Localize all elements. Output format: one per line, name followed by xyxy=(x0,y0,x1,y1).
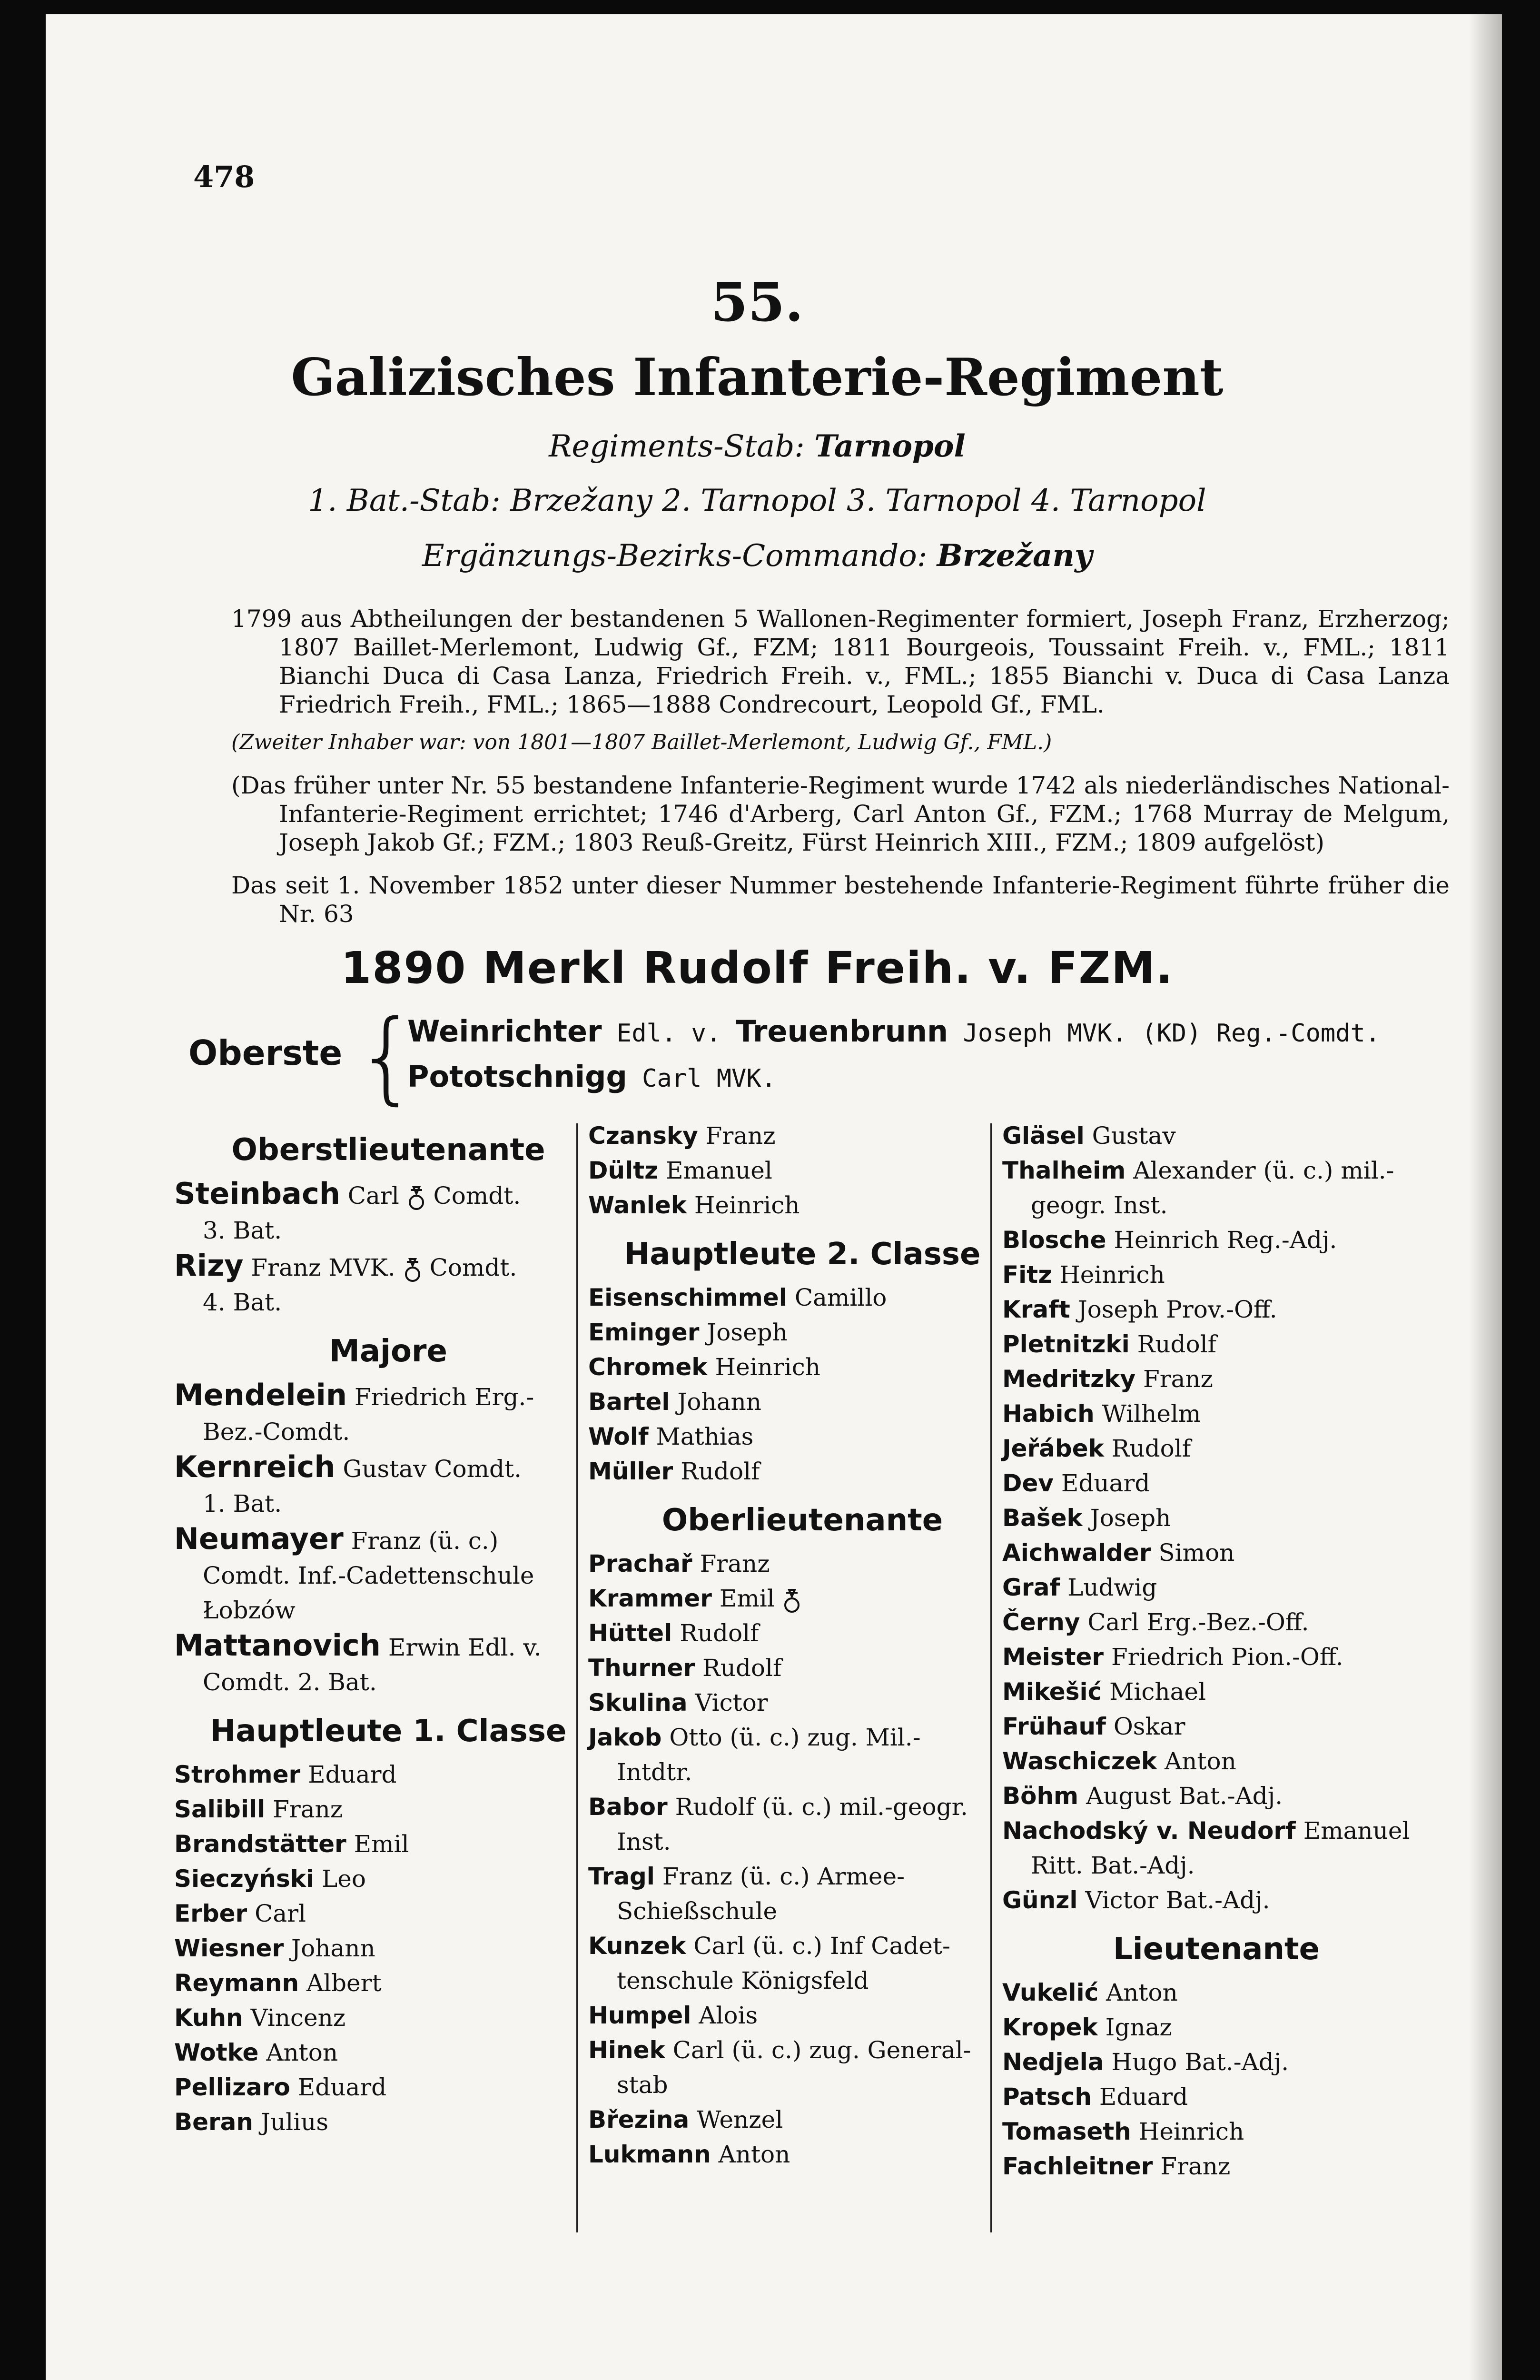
roster-entry xyxy=(1002,1640,1431,1675)
officer-details: Vincenz xyxy=(250,2004,346,2032)
roster-column-1 xyxy=(174,1119,602,2140)
officer-name: Kuhn xyxy=(174,2004,243,2032)
officer-name: Černy xyxy=(1002,1608,1080,1636)
officer-name: Kropek xyxy=(1002,2013,1098,2041)
roster-entry xyxy=(1002,2149,1431,2184)
officer-details: Carl (ü. c.) zug. General- xyxy=(672,2036,971,2064)
officer-name: Lukmann xyxy=(588,2141,711,2168)
military-cross-icon xyxy=(782,1587,801,1614)
roster-entry xyxy=(1002,1501,1431,1536)
roster-entry xyxy=(1002,1362,1431,1397)
officer-name: Steinbach xyxy=(174,1176,340,1211)
officer-name: Blosche xyxy=(1002,1226,1106,1254)
officer-name: Kernreich xyxy=(174,1449,336,1484)
oberst-entry xyxy=(407,1014,1380,1049)
officer-name: Wanlek xyxy=(588,1191,687,1219)
erg-command-line xyxy=(46,538,1469,574)
officer-details: Erwin Edl. v. xyxy=(388,1634,542,1661)
officer-name: Humpel xyxy=(588,2002,691,2029)
roster-entry xyxy=(1002,1975,1431,2010)
officer-name: Graf xyxy=(1002,1574,1060,1601)
roster-entry xyxy=(174,2001,602,2035)
roster-entry xyxy=(1002,1570,1431,1605)
officer-name: Tomaseth xyxy=(1002,2118,1131,2145)
section-heading-hauptleute-2: Hauptleute 2. Classe xyxy=(624,1237,981,1272)
roster-entry xyxy=(1002,1258,1431,1292)
officer-details: Victor xyxy=(695,1689,768,1716)
officer-name: Babor xyxy=(588,1793,668,1821)
officer-details: Friedrich Pion.-Off. xyxy=(1111,1643,1343,1671)
roster-entry xyxy=(1002,1119,1431,1153)
officer-name: Rizy xyxy=(174,1248,244,1283)
officer-name: Thalheim xyxy=(1002,1157,1126,1184)
officer-name: Reymann xyxy=(174,1969,299,1997)
roster-entry xyxy=(174,1628,602,1700)
oberst-entry xyxy=(407,1059,776,1094)
roster-entry xyxy=(174,1378,602,1449)
roster-entry xyxy=(1002,1814,1431,1883)
officer-details: Emanuel xyxy=(666,1157,772,1184)
officer-details: Eduard xyxy=(297,2073,387,2101)
roster-entry xyxy=(588,1153,1017,1188)
officer-name: Salibill xyxy=(174,1795,266,1823)
officer-role: Comdt. xyxy=(433,1182,521,1210)
officer-details: Franz (ü. c.) Armee- xyxy=(662,1863,905,1890)
section-heading-hauptleute-1: Hauptleute 1. Classe xyxy=(210,1714,567,1749)
officer-name: Bašek xyxy=(1002,1504,1083,1532)
officer-name: Gläsel xyxy=(1002,1122,1085,1150)
officer-name: Wiesner xyxy=(174,1934,284,1962)
roster-entry xyxy=(588,1929,1017,1998)
officer-name: Aichwalder xyxy=(1002,1539,1151,1567)
officer-name: Skulina xyxy=(588,1689,688,1716)
officer-details: Friedrich Erg.- xyxy=(354,1383,534,1411)
roster-entry xyxy=(588,1686,1017,1720)
roster-entry xyxy=(588,1350,1017,1385)
officer-details: Anton xyxy=(1165,1747,1236,1775)
officer-name: Chromek xyxy=(588,1353,708,1381)
brace-symbol: { xyxy=(355,998,419,1115)
officer-name: Fitz xyxy=(1002,1261,1052,1289)
officer-details-continued: Intdtr. xyxy=(617,1758,692,1786)
roster-entry xyxy=(1002,1605,1431,1640)
roster-column-2 xyxy=(588,1119,1017,2172)
roster-entry xyxy=(588,1998,1017,2033)
officer-details: Franz (ü. c.) xyxy=(351,1527,499,1555)
officer-details-continued: Inst. xyxy=(617,1828,671,1855)
officer-details: Alexander (ü. c.) mil.- xyxy=(1133,1157,1394,1184)
officer-name: Pellizaro xyxy=(174,2073,290,2101)
officer-details: Michael xyxy=(1109,1678,1206,1706)
officer-name: Jakob xyxy=(588,1724,662,1751)
officer-details: Julius xyxy=(260,2108,329,2136)
officer-details-continued: Bez.-Comdt. xyxy=(203,1418,350,1446)
officer-details: Johann xyxy=(677,1388,761,1416)
roster-entry xyxy=(174,1521,602,1628)
officer-name: Brandstätter xyxy=(174,1830,346,1858)
roster-entry xyxy=(588,1720,1017,1790)
roster-entry xyxy=(1002,2080,1431,2114)
officer-details: Emil xyxy=(354,1830,409,1858)
second-owner-note: (Zweiter Inhaber war: von 1801—1807 Baillet-Merlemont, Ludwig Gf., FML.) xyxy=(231,730,1052,754)
roster-entry xyxy=(588,1454,1017,1489)
roster-entry xyxy=(1002,2010,1431,2045)
roster-entry xyxy=(174,1757,602,1792)
officer-name: Pletnitzki xyxy=(1002,1330,1130,1358)
roster-entry xyxy=(588,1859,1017,1929)
officer-name: Eminger xyxy=(588,1319,700,1346)
roster-entry xyxy=(1002,1397,1431,1431)
oberst-details: Carl MVK. xyxy=(642,1064,776,1093)
officer-details: Alois xyxy=(699,2002,758,2029)
military-cross-icon xyxy=(407,1184,426,1211)
roster-entry xyxy=(174,1449,602,1521)
officer-details: Carl xyxy=(347,1182,399,1210)
officer-details: Emil xyxy=(719,1585,775,1612)
officer-details: Otto (ü. c.) zug. Mil.- xyxy=(669,1724,921,1751)
officer-details: Franz xyxy=(700,1550,770,1577)
officer-name: Kraft xyxy=(1002,1296,1070,1323)
officer-name: Beran xyxy=(174,2108,254,2136)
roster-entry xyxy=(588,1616,1017,1651)
officer-details-continued: 4. Bat. xyxy=(203,1289,282,1316)
officer-name: Habich xyxy=(1002,1400,1095,1428)
officer-name: Patsch xyxy=(1002,2083,1092,2111)
officer-name: Kunzek xyxy=(588,1932,686,1960)
officer-name: Dev xyxy=(1002,1469,1054,1497)
roster-entry xyxy=(588,1651,1017,1686)
roster-entry xyxy=(174,1248,602,1320)
officer-details: Wilhelm xyxy=(1102,1400,1201,1428)
officer-details: Johann xyxy=(291,1934,375,1962)
officer-details: Rudolf xyxy=(1111,1435,1191,1462)
page-number: 478 xyxy=(193,159,255,194)
officer-details: Eduard xyxy=(1099,2083,1188,2111)
officer-details: Hugo Bat.-Adj. xyxy=(1111,2048,1289,2076)
document-page xyxy=(46,14,1502,2380)
oberst-name: Pototschnigg xyxy=(407,1059,627,1094)
regiment-number: 55. xyxy=(711,271,804,334)
roster-entry xyxy=(588,1547,1017,1581)
officer-details: Rudolf xyxy=(1137,1330,1217,1358)
oberst-name-part: Treuenbrunn xyxy=(736,1014,948,1049)
officer-name: Günzl xyxy=(1002,1886,1078,1914)
officer-name: Mendelein xyxy=(174,1378,347,1412)
officer-details: Oskar xyxy=(1113,1713,1185,1740)
officer-details: Rudolf xyxy=(680,1619,759,1647)
officer-details: Camillo xyxy=(794,1284,887,1311)
roster-entry xyxy=(174,1827,602,1862)
current-regiment-note: Das seit 1. November 1852 unter dieser Nummer bestehende Infanterie-Regiment führte früher die Nr. 63 xyxy=(231,872,1450,928)
officer-details: Franz xyxy=(273,1795,343,1823)
officer-details: Heinrich xyxy=(715,1353,820,1381)
roster-column-3 xyxy=(1002,1119,1431,2184)
roster-entry xyxy=(174,1176,602,1248)
officer-name: Prachař xyxy=(588,1550,692,1577)
officer-details: Heinrich Reg.-Adj. xyxy=(1114,1226,1337,1254)
officer-details: Eduard xyxy=(308,1761,397,1788)
oberst-name: Weinrichter xyxy=(407,1014,602,1049)
officer-name: Meister xyxy=(1002,1643,1104,1671)
officer-details: Carl Erg.-Bez.-Off. xyxy=(1087,1608,1309,1636)
officer-details: Anton xyxy=(718,2141,790,2168)
officer-details-continued: Comdt. Inf.-Cadettenschule Łobzów xyxy=(203,1562,534,1624)
officer-details: Heinrich xyxy=(1138,2118,1244,2145)
oberste-label: Oberste xyxy=(188,1033,343,1073)
officer-name: Březina xyxy=(588,2106,690,2133)
roster-entry xyxy=(588,1790,1017,1859)
officer-details: Rudolf xyxy=(702,1654,782,1682)
officer-name: Tragl xyxy=(588,1863,655,1890)
roster-entry xyxy=(1002,1675,1431,1709)
section-heading-majore: Majore xyxy=(329,1334,447,1369)
roster-entry xyxy=(1002,2045,1431,2080)
officer-name: Sieczyński xyxy=(174,1865,315,1893)
roster-entry xyxy=(1002,1883,1431,1918)
roster-entry xyxy=(588,1419,1017,1454)
roster-entry xyxy=(174,2105,602,2140)
roster-entry xyxy=(588,1188,1017,1223)
officer-details-continued: Ritt. Bat.-Adj. xyxy=(1031,1852,1195,1879)
roster-entry xyxy=(174,1792,602,1827)
officer-name: Nachodský v. Neudorf xyxy=(1002,1817,1296,1844)
roster-entry xyxy=(588,1581,1017,1616)
officer-name: Hüttel xyxy=(588,1619,672,1647)
officer-details: Gustav Comdt. xyxy=(343,1455,522,1483)
roster-entry xyxy=(1002,1466,1431,1501)
officer-details: Franz xyxy=(705,1122,776,1150)
officer-name: Dültz xyxy=(588,1157,659,1184)
section-heading-oberstlieutenante: Oberstlieutenante xyxy=(231,1132,545,1168)
officer-details: Gustav xyxy=(1092,1122,1176,1150)
officer-details: Carl xyxy=(255,1900,306,1927)
roster-entry xyxy=(1002,1709,1431,1744)
officer-details: Franz xyxy=(1160,2152,1231,2180)
officer-name: Eisenschimmel xyxy=(588,1284,787,1311)
officer-name: Medritzky xyxy=(1002,1365,1136,1393)
officer-details-continued: Schießschule xyxy=(617,1897,778,1925)
officer-details: Rudolf (ü. c.) mil.-geogr. xyxy=(675,1793,968,1821)
roster-entry xyxy=(588,2033,1017,2102)
officer-details-continued: geogr. Inst. xyxy=(1031,1191,1168,1219)
officer-name: Nedjela xyxy=(1002,2048,1104,2076)
oberst-title: Edl. v. xyxy=(616,1019,721,1048)
roster-entry xyxy=(1002,1744,1431,1779)
roster-entry xyxy=(588,1280,1017,1315)
officer-name: Thurner xyxy=(588,1654,695,1682)
roster-entry xyxy=(1002,1536,1431,1570)
officer-details: Leo xyxy=(322,1865,366,1893)
former-regiment-note: (Das früher unter Nr. 55 bestandene Infanterie-Regiment wurde 1742 als niederländisches National-Infanterie-Regiment errichtet; 1746 d'Arberg, Carl Anton Gf., FZM.; 1768 Murray de Melgum, Joseph Jakob Gf.; FZM.; 1803 Reuß-Greitz, Fürst Heinrich XIII., FZM.; 1809 aufgelöst) xyxy=(231,772,1450,856)
officer-details: Joseph xyxy=(1090,1504,1171,1532)
officer-details: Wenzel xyxy=(697,2106,783,2133)
officer-details: Joseph Prov.-Off. xyxy=(1077,1296,1277,1323)
officer-details: Eduard xyxy=(1061,1469,1150,1497)
officer-name: Vukelić xyxy=(1002,1979,1099,2006)
roster-entry xyxy=(1002,1223,1431,1258)
officer-name: Waschiczek xyxy=(1002,1747,1157,1775)
officer-details: Carl (ü. c.) Inf Cadet- xyxy=(693,1932,950,1960)
roster-entry xyxy=(588,2137,1017,2172)
officer-name: Fachleitner xyxy=(1002,2152,1153,2180)
staff-label: Regiments-Stab: xyxy=(549,429,805,464)
officer-details: Anton xyxy=(266,2039,338,2066)
officer-name: Mattanovich xyxy=(174,1628,381,1663)
officer-name: Hinek xyxy=(588,2036,665,2064)
erg-place: Brzežany xyxy=(937,538,1093,574)
regiment-history: 1799 aus Abtheilungen der bestandenen 5 Wallonen-Regimenter formiert, Joseph Franz, Erzherzog; 1807 Baillet-Merlemont, Ludwig Gf., FZM; 1811 Bourgeois, Toussaint Freih. v., FML.; 1811 Bianchi Duca di Casa Lanza, Friedrich Freih. v., FML.; 1855 Bianchi v. Duca di Casa Lanza Friedrich Freih., FML.; 1865—1888 Condrecourt, Leopold Gf., FML. xyxy=(231,605,1450,718)
officer-details: Ignaz xyxy=(1105,2013,1172,2041)
officer-name: Böhm xyxy=(1002,1782,1079,1810)
roster-entry xyxy=(588,1119,1017,1153)
section-heading-lieutenante: Lieutenante xyxy=(1113,1932,1320,1967)
officer-details: Franz MVK. xyxy=(251,1254,395,1281)
officer-name: Mikešić xyxy=(1002,1678,1102,1706)
officer-role: Comdt. xyxy=(429,1254,517,1281)
roster-entry xyxy=(588,1385,1017,1419)
regiment-title: Galizisches Infanterie-Regiment xyxy=(291,347,1224,407)
officer-details: Rudolf xyxy=(681,1458,760,1485)
officer-name: Krammer xyxy=(588,1585,712,1612)
officer-name: Jeřábek xyxy=(1002,1435,1104,1462)
officer-details-continued: 1. Bat. xyxy=(203,1490,282,1517)
battalion-staff-line: 1. Bat.-Stab: Brzežany 2. Tarnopol 3. Tarnopol 4. Tarnopol xyxy=(308,483,1206,518)
officer-details: Anton xyxy=(1106,1979,1178,2006)
officer-details: Heinrich xyxy=(1059,1261,1165,1289)
erg-label: Ergänzungs-Bezirks-Commando: xyxy=(422,538,928,574)
officer-name: Erber xyxy=(174,1900,247,1927)
officer-details: Mathias xyxy=(656,1423,754,1450)
regiment-owner: 1890 Merkl Rudolf Freih. v. FZM. xyxy=(341,942,1174,993)
regiment-staff-line xyxy=(46,428,1469,464)
officer-name: Strohmer xyxy=(174,1761,301,1788)
officer-name: Bartel xyxy=(588,1388,670,1416)
roster-entry xyxy=(1002,2114,1431,2149)
roster-entry xyxy=(174,1931,602,1966)
officer-details: Heinrich xyxy=(694,1191,800,1219)
roster-entry xyxy=(1002,1292,1431,1327)
military-cross-icon xyxy=(403,1256,422,1283)
officer-name: Neumayer xyxy=(174,1521,344,1556)
officer-name: Wotke xyxy=(174,2039,259,2066)
officer-details: August Bat.-Adj. xyxy=(1086,1782,1283,1810)
roster-entry xyxy=(588,1315,1017,1350)
officer-details: Emanuel xyxy=(1303,1817,1410,1844)
roster-entry xyxy=(1002,1153,1431,1223)
officer-details-continued: 3. Bat. xyxy=(203,1217,282,1244)
officer-name: Müller xyxy=(588,1458,673,1485)
officer-name: Czansky xyxy=(588,1122,698,1150)
section-heading-oberlieutenante: Oberlieutenante xyxy=(661,1503,943,1538)
roster-entry xyxy=(174,1862,602,1896)
officer-details: Franz xyxy=(1143,1365,1213,1393)
officer-name: Frühauf xyxy=(1002,1713,1106,1740)
roster-entry xyxy=(174,2070,602,2105)
roster-entry xyxy=(174,1966,602,2001)
officer-details-continued: tenschule Königsfeld xyxy=(617,1967,869,1994)
officer-details: Ludwig xyxy=(1067,1574,1157,1601)
roster-entry xyxy=(174,1896,602,1931)
officer-details-continued: stab xyxy=(617,2071,668,2099)
officer-details: Simon xyxy=(1158,1539,1235,1567)
oberst-details: Joseph MVK. (KD) Reg.-Comdt. xyxy=(963,1019,1381,1048)
officer-details-continued: Comdt. 2. Bat. xyxy=(203,1668,377,1696)
roster-entry xyxy=(174,2035,602,2070)
roster-entry xyxy=(1002,1779,1431,1814)
officer-details: Victor Bat.-Adj. xyxy=(1085,1886,1270,1914)
officer-name: Wolf xyxy=(588,1423,649,1450)
page-edge-shadow xyxy=(1469,14,1502,2380)
officer-details: Albert xyxy=(306,1969,382,1997)
roster-entry xyxy=(1002,1327,1431,1362)
roster-entry xyxy=(588,2102,1017,2137)
roster-entry xyxy=(1002,1431,1431,1466)
staff-place: Tarnopol xyxy=(814,428,966,464)
officer-details: Joseph xyxy=(707,1319,788,1346)
